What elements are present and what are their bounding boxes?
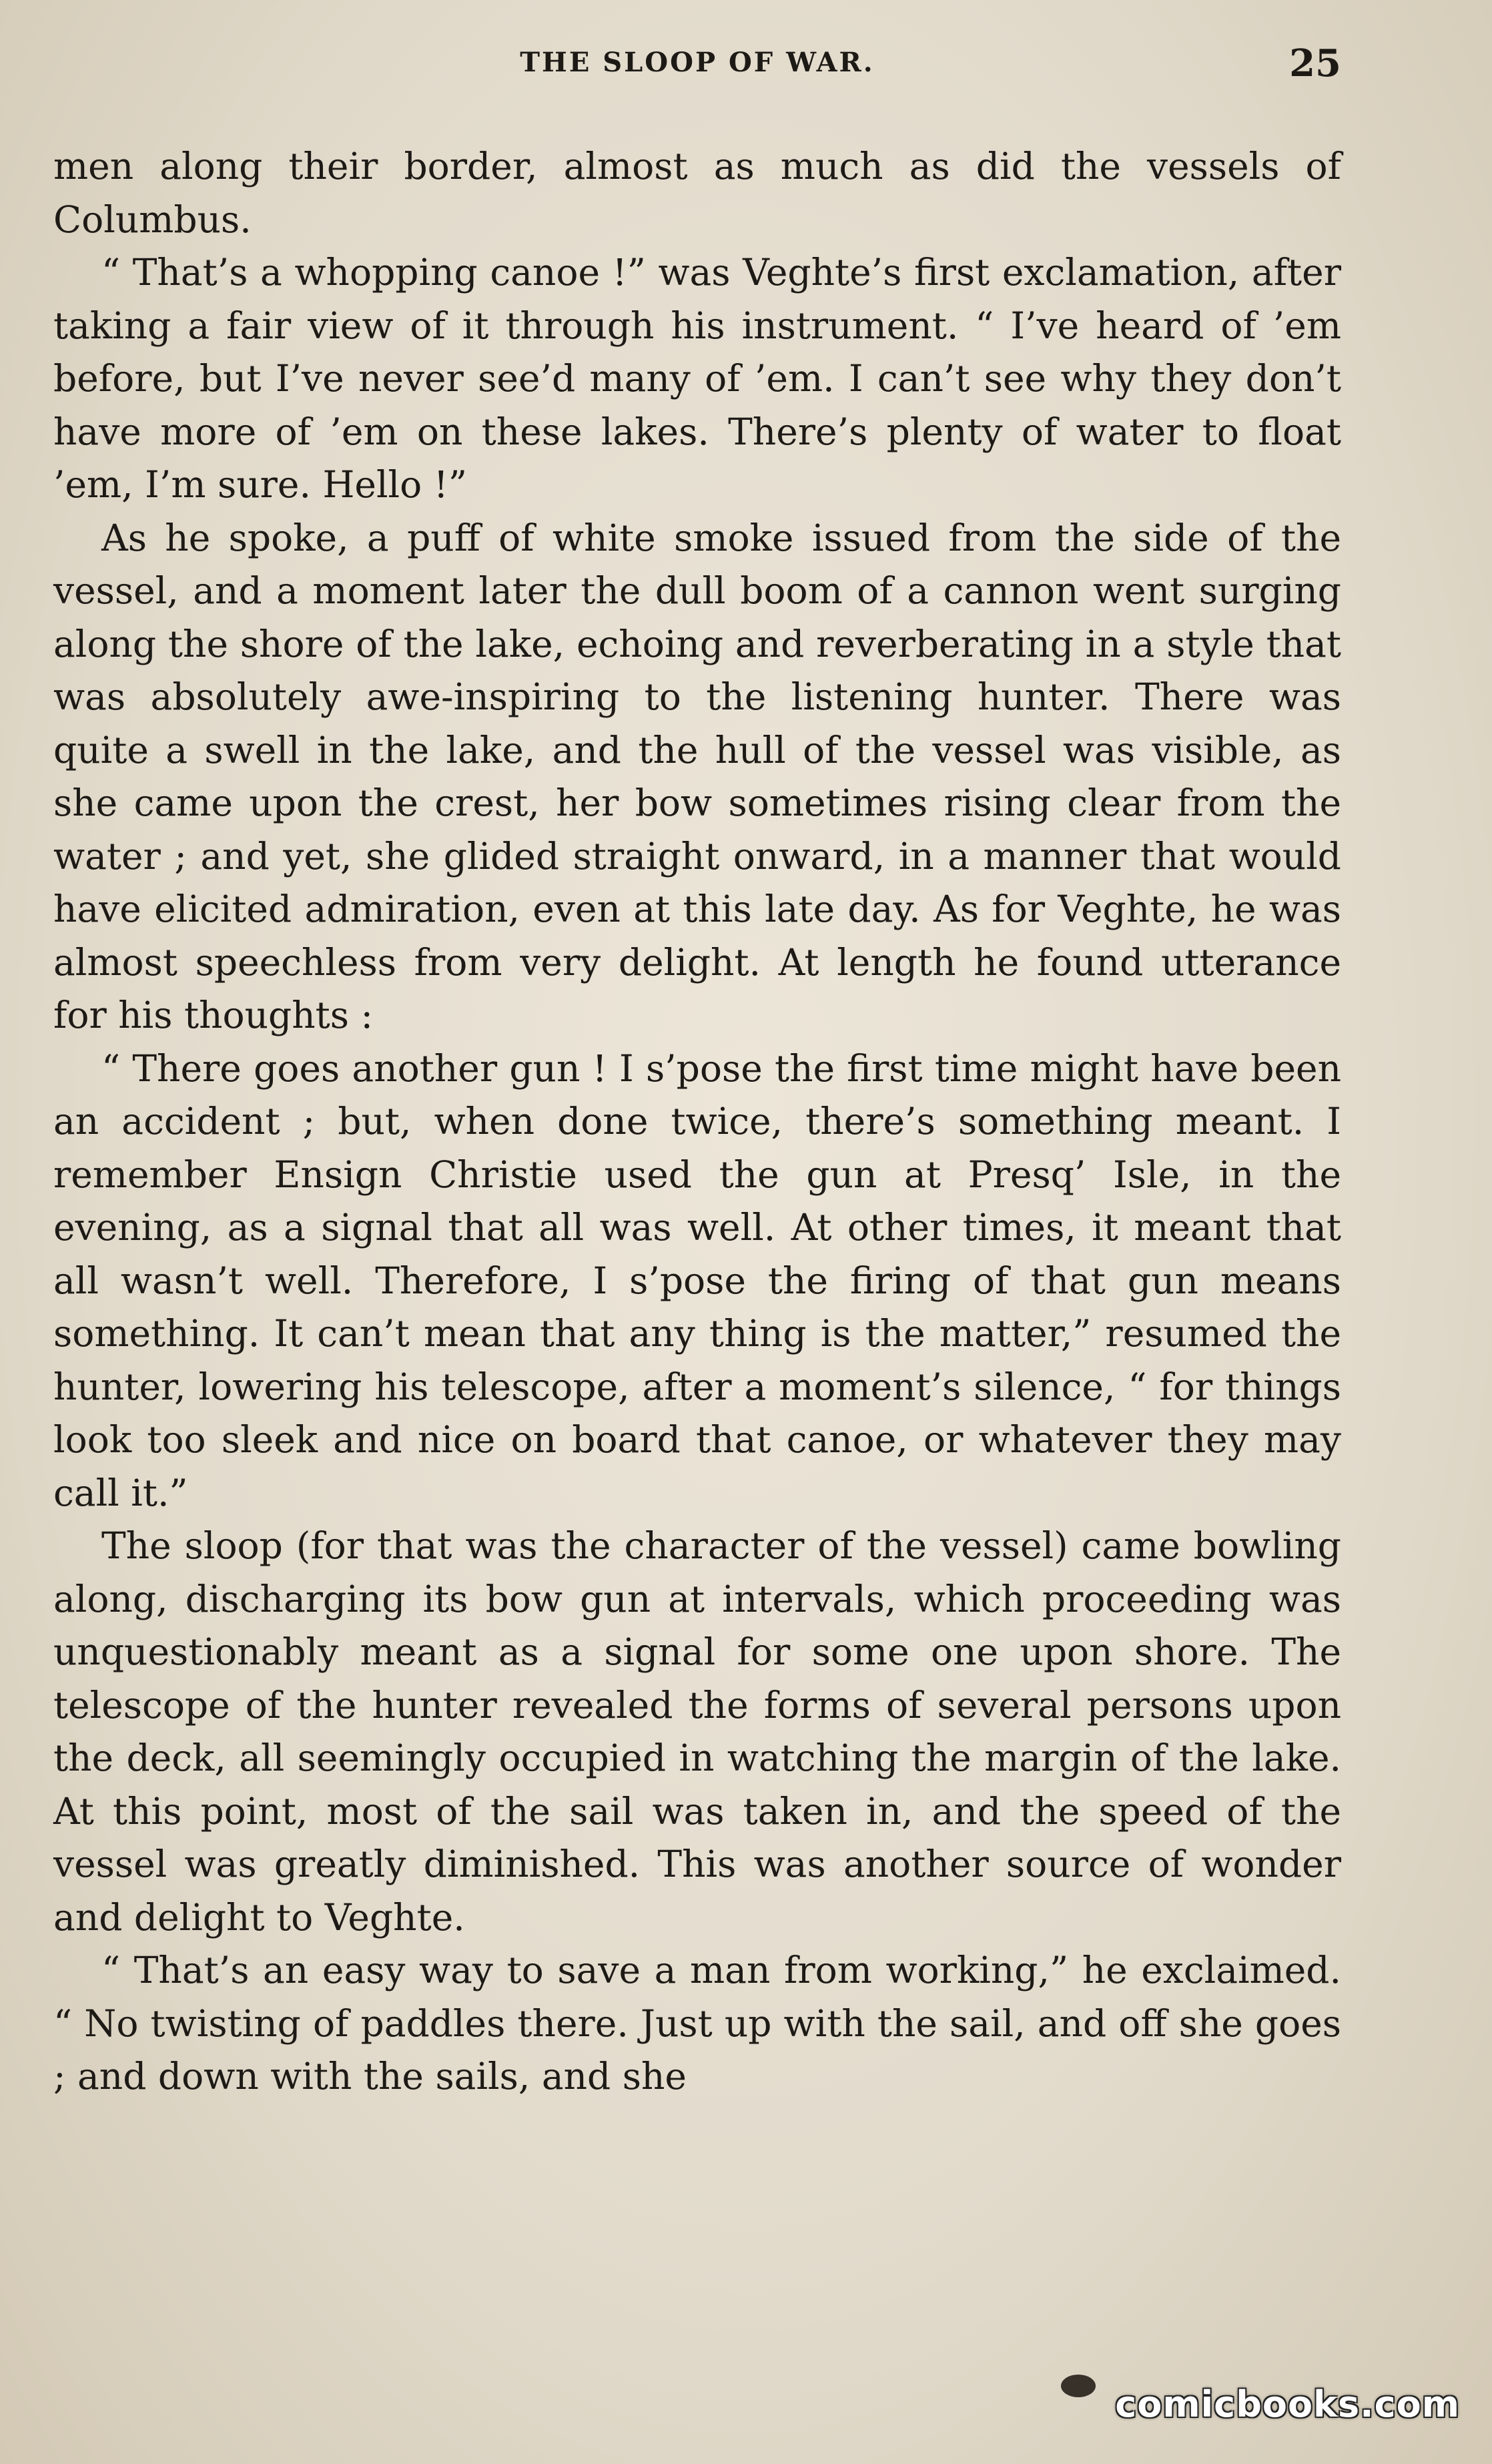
body-text xyxy=(53,140,1341,2104)
paragraph: “ That’s a whopping canoe !” was Veghte’s first exclamation, after taking a fair view of it through his instrument. “ I’ve heard of ’em before, but I’ve never see’d many of ’em. I can’t see why they don’t have more of ’em on these lakes. There’s plenty of water to float ’em, I’m sure. Hello !” xyxy=(53,251,1341,506)
running-title: THE SLOOP OF WAR. xyxy=(520,47,875,78)
page-header xyxy=(53,41,1341,88)
page-number: 25 xyxy=(1289,41,1341,85)
ink-blot xyxy=(1061,2375,1096,2397)
paragraph: As he spoke, a puff of white smoke issued from the side of the vessel, and a moment later the dull boom of a cannon went surging along the shore of the lake, echoing and reverberating in a style that was absolutely awe-inspiring to the listening hunter. There was quite a swell in the lake, and the hull of the vessel was visible, as she came upon the crest, her bow sometimes rising clear from the water ; and yet, she glided straight onward, in a manner that would have elicited admiration, even at this late day. As for Veghte, he was almost speechless from very delight. At length he found utterance for his thoughts : xyxy=(53,516,1341,1036)
paragraph: “ There goes another gun ! I s’pose the first time might have been an accident ; but, when done twice, there’s something meant. I remember Ensign Christie used the gun at Presq’ Isle, in the evening, as a signal that all was well. At other times, it meant that all wasn’t well. Therefore, I s’pose the firing of that gun means something. It can’t mean that any thing is the matter,” resumed the hunter, lowering his telescope, after a moment’s silence, “ for things look too sleek and nice on board that canoe, or whatever they may call it.” xyxy=(53,1046,1341,1514)
paragraph: “ That’s an easy way to save a man from working,” he exclaimed. “ No twisting of paddles there. Just up with the sail, and off she goes ; and down with the sails, and she xyxy=(53,1949,1341,2098)
paragraph: men along their border, almost as much as did the vessels of Columbus. xyxy=(53,145,1341,241)
paragraph: The sloop (for that was the character of the vessel) came bowling along, discharging its bow gun at intervals, which proceeding was unquestionably meant as a signal for some one upon shore. The telescope of the hunter revealed the forms of several persons upon the deck, all seemingly occupied in watching the margin of the lake. At this point, most of the sail was taken in, and the speed of the vessel was greatly diminished. This was another source of wonder and delight to Veghte. xyxy=(53,1524,1341,1939)
site-watermark: comicbooks.com xyxy=(1115,2383,1460,2425)
